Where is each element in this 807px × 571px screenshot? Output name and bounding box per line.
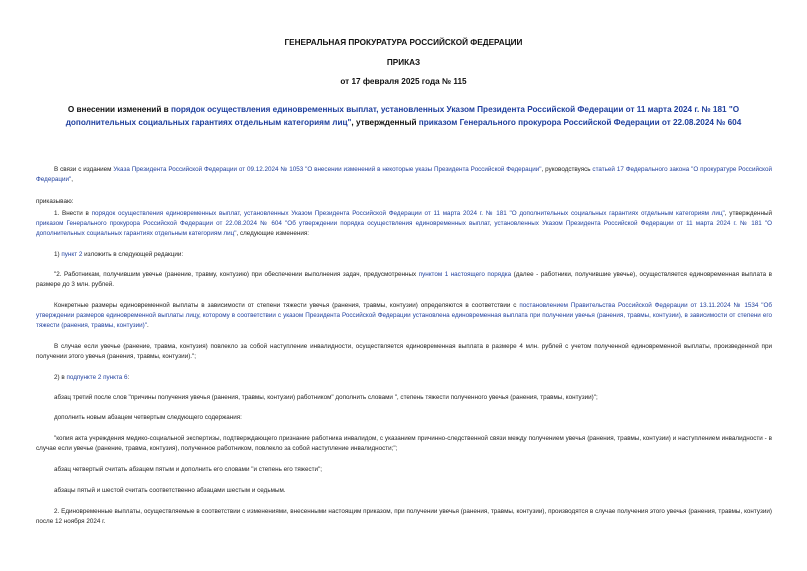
link-point-1[interactable]: пунктом 1 настоящего порядка [418,271,512,278]
title-link-procedure[interactable]: порядок осуществления единовременных выплат, установленных Указом Президента Российской Федерации от 11 марта 2024 г. № 181 "О дополнительных социальных гарантиях отдельным категориям лиц" [65,105,740,127]
paragraph-text: 2) в [54,374,67,381]
subitem-1-paragraph [36,250,772,260]
paragraph-text: "2. Работникам, получившим увечье (ранение, травму, контузию) при обеспечении выполнения задач, предусмотренных [54,271,419,278]
title-link-order[interactable]: приказом Генерального прокурора Российской Федерации от 22.08.2024 № 604 [418,117,742,127]
fourth-paragraph-change: абзац четвертый считать абзацем пятым и дополнить его словами "и степень его тяжести"; [54,466,323,473]
item-2-paragraph: 2. Единовременные выплаты, осуществляемые в соответствии с изменениями, внесенными настоящим приказом, при получении увечья (ранения, травмы, контузии), производятся в случае получения этого увечья (ранения, травмы, контузии) после 12 ноября 2024 г. [36,508,772,526]
paragraph-text: , руководствуясь [541,166,593,173]
new-fourth-paragraph-text: "копия акта учреждения медико-социальной экспертизы, подтверждающего признание работника инвалидом, с указанием причинно-следственной связи между получением увечья (ранения, травмы, контузии) и наступлением инвалидности - в случае если увечье (ранение, травма, контузия), полученное работником, повлекло за собой наступление инвалидности;"; [36,435,772,453]
subitem-2-paragraph [36,373,772,383]
paragraph-text: : [127,374,130,381]
disability-paragraph: В случае если увечье (ранение, травма, контузия) повлекло за собой наступление инвалидности, осуществляется единовременная выплата в размере 4 млн. рублей с учетом полученной единовременной выплаты, произведенной при получении этого увечья (ранения, травмы, контузии)."; [36,343,772,361]
paragraph-text: В связи с изданием [54,166,114,173]
paragraph-text: , [71,176,73,184]
paragraph-text: (далее - работники, получившие увечье), осуществляется единовременная выплата в размере до 3 млн. рублей. [36,271,772,289]
add-paragraph-instruction: дополнить новым абзацем четвертым следующего содержания: [54,414,242,421]
quote-point-2-paragraph [36,270,772,290]
payment-sizes-paragraph [36,301,772,332]
third-paragraph-change: абзац третий после слов "причины получения увечья (ранения, травмы, контузии) работником" дополнить словами ", степень тяжести полученного увечья (ранения, травмы, контузии)"; [54,394,598,401]
paragraph-text: 1) [54,251,62,258]
link-government-resolution-1534[interactable]: постановлением Правительства Российской Федерации от 13.11.2024 № 1534 "Об утверждении размеров единовременной выплаты лицу, которому в соответствии с указом Президента Российской Федерации установлена единовременная выплата при получении увечья (ранения, травмы, контузии), в зависимости от степени его тяжести (ранения, травмы, контузии)" [36,302,772,330]
item-1-paragraph [36,209,772,240]
link-order-604[interactable]: приказом Генерального прокурора Российской Федерации от 22.08.2024 № 604 "Об утверждении порядка осуществления единовременных выплат, установленных Указом Президента Российской Федерации от 11 марта 2024 г. № 181 "О дополнительных социальных гарантиях отдельным категориям лиц" [36,220,772,238]
link-point-2[interactable]: пункт 2 [61,251,83,258]
link-article-17[interactable]: статьей 17 Федерального закона "О прокуратуре Российской Федерации" [36,166,772,184]
paragraph-text: 1. Внести в [54,210,92,217]
organization-heading: ГЕНЕРАЛЬНАЯ ПРОКУРАТУРА РОССИЙСКОЙ ФЕДЕРАЦИИ [284,38,523,47]
title-text: О внесении изменений в [67,105,171,114]
paragraph-text: . [146,322,149,330]
intro-paragraph [36,165,772,185]
paragraph-text: Конкретные размеры единовременной выплаты в зависимости от степени тяжести увечья (ранения, травмы, контузии) определяются в соответствии с [54,302,520,309]
title-text: , утвержденный [351,117,419,127]
document-title [36,104,771,129]
order-word: приказываю: [36,198,74,205]
link-decree-1053[interactable]: Указа Президента Российской Федерации от 09.12.2024 № 1053 "О внесении изменений в некоторые указы Президента Российской Федерации" [113,166,542,173]
fifth-sixth-paragraph-change: абзацы пятый и шестой считать соответственно абзацами шестым и седьмым. [54,487,286,494]
paragraph-text: , следующие изменения: [236,230,310,238]
document-date-number: от 17 февраля 2025 года № 115 [340,77,467,86]
document-type-heading: ПРИКАЗ [386,58,421,67]
link-procedure[interactable]: порядок осуществления единовременных выплат, установленных Указом Президента Российской Федерации от 11 марта 2024 г. № 181 "О дополнительных социальных гарантиях отдельным категориям лиц" [91,210,725,217]
paragraph-text: изложить в следующей редакции: [82,251,184,258]
paragraph-text: , утвержденный [724,210,772,217]
link-subpoint-2-point-6[interactable]: подпункте 2 пункта 6 [66,374,128,381]
